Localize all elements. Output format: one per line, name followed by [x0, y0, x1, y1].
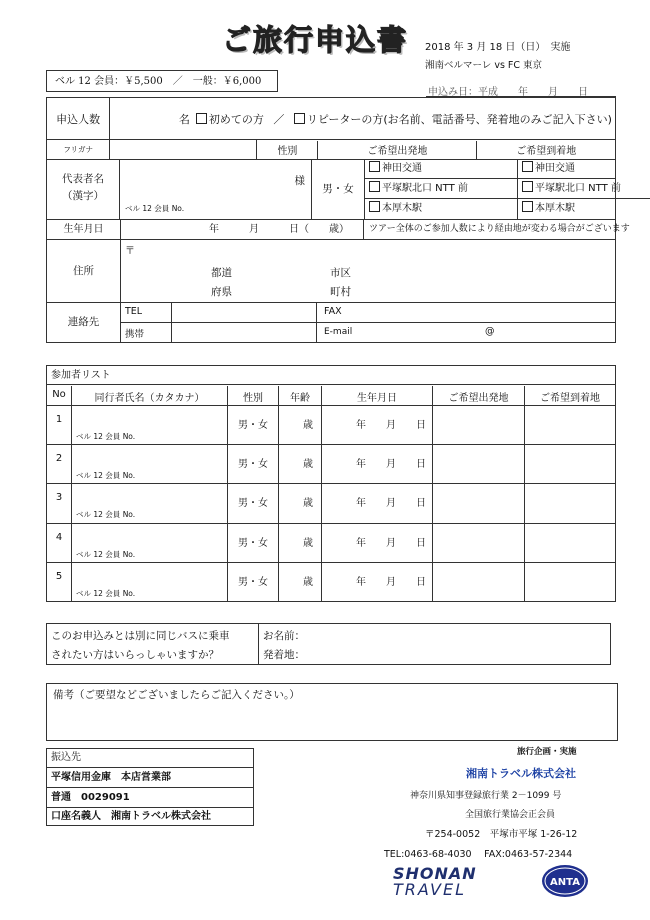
row-age[interactable]: 歳 — [303, 576, 313, 588]
name-unit: 名 — [178, 112, 190, 126]
row-member-no: ベル 12 会員 No. — [76, 588, 136, 598]
apply-date[interactable]: 申込み日：平成 年 月 日 — [428, 87, 588, 98]
arrival-checkbox-icon[interactable] — [522, 201, 533, 212]
tour-note: ツアー全体のご参加人数により経由地が変わる場合がございます — [369, 224, 630, 234]
departure-label: ご希望出発地 — [318, 141, 477, 159]
row-gender[interactable]: 男・女 — [238, 576, 268, 588]
rep-gender[interactable]: 男・女 — [312, 159, 365, 219]
departure-option[interactable] — [365, 159, 517, 179]
contact-row-1 — [121, 303, 616, 323]
row-birth[interactable]: 年 月 日 — [356, 537, 426, 549]
participant-row[interactable] — [47, 524, 615, 563]
rep-label: 代表者名 — [62, 173, 104, 185]
company-logo-line2: TRAVEL — [393, 880, 467, 899]
applicant-count-field[interactable] — [110, 98, 193, 140]
postal-mark: 〒 — [125, 246, 135, 257]
birth-field[interactable]: 年 月 日（ 歳） — [121, 220, 364, 239]
bank-account: 普通 0029091 — [47, 788, 253, 808]
bus-question-box — [46, 623, 611, 665]
departure-option[interactable] — [365, 199, 517, 219]
bank-table — [46, 748, 254, 826]
row-age[interactable]: 歳 — [303, 420, 313, 431]
departure-option-label: 平塚駅北口 NTT 前 — [382, 183, 468, 194]
company-registration: 神奈川県知事登録旅行業 2－1099 号 — [410, 791, 562, 801]
company-name: 湘南トラベル株式会社 — [466, 767, 576, 780]
tel-field[interactable] — [171, 303, 317, 322]
arrival-option[interactable] — [518, 199, 616, 219]
rep-name-field[interactable] — [121, 159, 312, 219]
row-birth[interactable]: 年 月 日 — [356, 498, 426, 510]
bank-holder: 口座名義人 湘南トラベル株式会社 — [51, 811, 211, 822]
participant-row[interactable] — [47, 445, 615, 484]
arrival-label: ご希望到着地 — [516, 146, 577, 157]
first-time-label: 初めての方 — [208, 112, 264, 126]
email-at[interactable]: @ — [485, 326, 495, 337]
col-arrival: ご希望到着地 — [540, 393, 600, 404]
row-age[interactable]: 歳 — [303, 459, 313, 471]
fax-label: FAX — [324, 306, 342, 317]
company-association: 全国旅行業協会正会員 — [465, 810, 556, 820]
arrival-option[interactable] — [518, 179, 650, 199]
contact-row — [46, 303, 616, 343]
departure-checkbox-icon[interactable] — [369, 161, 380, 172]
first-time-checkbox[interactable] — [196, 113, 207, 124]
tel-label: TEL — [125, 306, 143, 317]
departure-checkbox-icon[interactable] — [369, 181, 380, 192]
notes-label: 備考（ご要望などございましたらご記入ください。） — [53, 689, 300, 701]
notes-box[interactable] — [46, 683, 618, 741]
participant-header — [47, 386, 615, 406]
row-no: 1 — [55, 414, 63, 425]
col-no: No — [52, 389, 66, 400]
rep-arrivals — [518, 159, 621, 219]
arrival-option-label: 平塚駅北口 NTT 前 — [535, 183, 621, 194]
row-birth[interactable]: 年 月 日 — [356, 576, 426, 588]
birth-row — [46, 220, 630, 240]
rep-label-kanji: （漢字） — [62, 190, 104, 202]
rep-member-no: ベル 12 会員 No. — [125, 204, 185, 213]
address-label: 住所 — [47, 240, 121, 302]
row-birth[interactable]: 年 月 日 — [356, 459, 426, 471]
participant-row[interactable] — [47, 406, 615, 445]
participant-title: 参加者リスト — [47, 366, 615, 385]
prefecture-label-1: 都道 — [211, 267, 232, 279]
row-age[interactable]: 歳 — [303, 537, 313, 549]
company-address: 〒254-0052 平塚市平塚 1-26-12 — [425, 829, 578, 840]
contact-row-2 — [121, 323, 616, 342]
repeater-label: リピーターの方(お名前、電話番号、発着地のみご記入下さい) — [306, 112, 612, 126]
col-name: 同行者氏名（カタカナ） — [94, 393, 205, 404]
row-gender[interactable]: 男・女 — [238, 498, 268, 510]
repeat-choice — [193, 98, 616, 140]
bus-question-1: このお申込みとは別に同じバスに乗車 — [51, 630, 230, 642]
row-gender[interactable]: 男・女 — [238, 420, 268, 431]
row-no: 5 — [55, 570, 63, 582]
participant-row[interactable] — [47, 484, 615, 523]
header-split — [257, 140, 616, 160]
arrival-option-label: 本厚木駅 — [535, 203, 575, 214]
row-birth[interactable]: 年 月 日 — [356, 420, 426, 431]
anta-emblem-icon — [540, 862, 590, 900]
address-field[interactable] — [121, 240, 616, 302]
arrival-checkbox-icon[interactable] — [522, 161, 533, 172]
arrival-option-label: 神田交通 — [535, 163, 575, 174]
event-date: 2018 年 3 月 18 日（日） 実施 — [425, 42, 571, 53]
bus-name-field[interactable]: お名前： — [263, 630, 305, 642]
departure-checkbox-icon[interactable] — [369, 201, 380, 212]
col-departure: ご希望出発地 — [448, 393, 509, 404]
address-row — [46, 240, 616, 303]
rep-departures — [365, 159, 518, 219]
row-gender[interactable]: 男・女 — [238, 459, 268, 471]
emblem-text: ANTA — [550, 877, 580, 888]
row-gender[interactable]: 男・女 — [238, 537, 268, 549]
city-label-1: 市区 — [330, 267, 351, 279]
departure-option[interactable] — [365, 179, 517, 199]
col-gender: 性別 — [243, 393, 263, 404]
col-age: 年齢 — [290, 393, 310, 404]
form-title: ご旅行申込書 — [222, 23, 409, 57]
row-no: 2 — [55, 453, 63, 465]
applicant-table — [46, 97, 616, 160]
company-tel-fax: TEL:0463-68-4030 FAX:0463-57-2344 — [384, 849, 573, 860]
bank-name: 平塚信用金庫 本店営業部 — [47, 768, 253, 788]
gender-label: 性別 — [257, 141, 318, 159]
arrival-checkbox-icon[interactable] — [522, 181, 533, 192]
furigana-field[interactable] — [110, 140, 257, 160]
bus-question-2: されたい方はいらっしゃいますか？ — [51, 649, 219, 661]
city-label-2: 町村 — [330, 286, 351, 298]
mobile-field[interactable] — [171, 323, 317, 342]
email-label: E-mail — [324, 327, 353, 337]
bus-place-field[interactable]: 発着地： — [263, 649, 305, 661]
departure-option-label: 本厚木駅 — [382, 203, 422, 214]
choice-separator: ／ — [273, 112, 285, 126]
row-member-no: ベル 12 会員 No. — [76, 432, 136, 441]
birth-label: 生年月日 — [47, 220, 121, 239]
price-box: ベル 12 会員：￥5,500 ／ 一般：￥6,000 — [46, 70, 278, 92]
repeater-checkbox[interactable] — [294, 113, 305, 124]
furigana-label: フリガナ — [47, 140, 110, 160]
row-no: 3 — [55, 492, 63, 504]
event-match: 湘南ベルマーレ vs FC 東京 — [425, 60, 543, 71]
row-member-no: ベル 12 会員 No. — [76, 549, 136, 559]
arrival-option[interactable] — [518, 159, 616, 179]
applicant-count-label: 申込人数 — [47, 98, 110, 140]
company-logo-line1: SHONAN — [393, 864, 477, 883]
row-member-no: ベル 12 会員 No. — [76, 471, 136, 481]
mobile-label: 携帯 — [125, 329, 145, 340]
contact-label: 連絡先 — [47, 303, 121, 342]
rep-block — [46, 159, 621, 220]
prefecture-label-2: 府県 — [211, 286, 232, 298]
departure-option-label: 神田交通 — [382, 163, 422, 174]
row-no: 4 — [55, 531, 63, 543]
row-member-no: ベル 12 会員 No. — [76, 510, 136, 520]
row-age[interactable]: 歳 — [303, 498, 313, 510]
company-role: 旅行企画・実施 — [517, 747, 577, 757]
bank-title: 振込先 — [47, 749, 253, 768]
col-birth: 生年月日 — [357, 393, 397, 404]
sama-label: 様 — [294, 175, 305, 187]
participant-row[interactable] — [47, 563, 615, 602]
participant-table — [46, 365, 616, 602]
